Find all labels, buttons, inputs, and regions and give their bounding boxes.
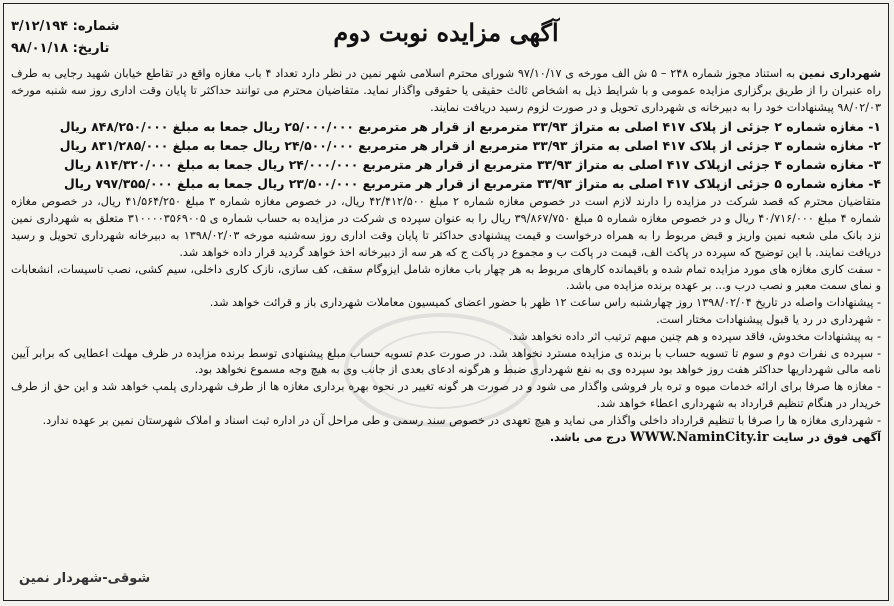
condition-item: - پیشنهادات واصله در تاریخ ۱۳۹۸/۰۲/۰۴ روز چهارشنبه راس ساعت ۱۲ ظهر با حضور اعضای کمیسیون معاملات شهرداری باز و قرائت خواهد شد. [209,296,881,310]
condition-item: - مغازه ها صرفا برای ارائه خدمات میوه و تره بار فروشی واگذار می شود و در صورت هر گونه تغییر در نحوه بهره برداری مغازه ها از طرف شهرداری پلمپ خواهد شد و این حق از طرف خریدار در هنگام تنظیم قرارداد به شهرداری اعطاء خواهد شد. [11,380,881,410]
notice-number [11,16,211,38]
intro-text: به استناد مجوز شماره ۲۴۸ – ۵ ش الف مورخه ی ۹۷/۱۰/۱۷ شورای محترم اسلامی شهر نمین در نظر دارد تعداد ۴ باب مغازه واقع در تقاطع خیابان شهید رجایی به طرف راه عنبران را از طریق برگزاری مزایده عمومی و با شرایط ذیل به اشخاص ثالث حقیقی یا حقوقی واگذار نماید. متقاضیان محترم می توانند حداکثر تا پایان وقت اداری روز سه شنبه مورخه ۹۸/۰۲/۰۳ پیشنهادات خود را به دبیرخانه ی شهرداری تحویل و در صورت لزوم رسید دریافت نمایند. [11,67,881,114]
condition-item: - سفت کاری مغازه های مورد مزایده تمام شده و باقیمانده کارهای مربوط به هر چهار باب مغازه شامل ایزوگام سقف، کف سازی، نازک کاری داخلی، سیم کشی، نصب تاسیسات، انشعابات و نمای سمت معبر و نصب درب و... بر عهده برنده مزایده می باشد. [11,262,881,293]
condition-item: - سپرده ی نفرات دوم و سوم تا تسویه حساب با برنده ی مزایده مسترد نخواهد شد. در صورت عدم تسویه حساب مبلغ پیشنهادی توسط برنده مزایده در ظرف مهلت اعطایی که برابر آیین نامه مالی شهرداریها حداکثر هفت روز خواهد بود سپرده وی به نفع شهرداری ضبط و هرگونه ادعای بعدی از جانب وی به هیچ وجه مسموع نخواهد بود. [11,346,881,377]
website-line [11,430,881,447]
intro-paragraph [11,66,881,116]
notice-date [11,38,211,60]
condition-item: - شهرداری در رد یا قبول پیشنهادات مختار است. [656,312,881,326]
deposit-paragraph: متقاضیان محترم که قصد شرکت در مزایده را دارند لازم است در خصوص مغازه شماره ۲ مبلغ ۴۲/۴۱۲/۵۰۰ ریال، در خصوص مغازه شماره ۳ مبلغ ۴۱/۵۶۴/۲۵۰ ریال، در خصوص مغازه شماره ۴ مبلغ ۴۰/۷۱۶/۰۰۰ ریال و در خصوص مغازه شماره ۵ مبلغ ۳۹/۸۶۷/۷۵۰ ریال را به عنوان سپرده ی شرکت در مزایده به حساب شماره ی ۳۱۰۰۰۰۳۵۶۹۰۰۵ متعلق به شهرداری نمین نزد بانک ملی شعبه نمین واریز و قبض مربوط را به همراه درخواست و قیمت پیشنهادی حداکثر تا پایان وقت اداری روز سه‌شنبه مورخه ۱۳۹۸/۰۲/۰۳ به دبیرخانه شهرداری تحویل و رسید دریافت نمایند. با این توضیح که سپرده در پاکت الف، قیمت در پاکت ب و مجموع در پاکت ج که هر سه از دبیرخانه اخذ خواهد گردید قرار داده خواهد شد. [11,195,882,259]
condition-item: - شهرداری مغازه ها را صرفا با تنظیم قرارداد داخلی واگذار می نماید و هیچ تعهدی در خصوص سند رسمی و طی مراحل آن در اداره ثبت اسناد و املاک شهرستان نمین بر عهده ندارد. [42,413,881,427]
notice-frame [3,3,889,601]
shop-item: ۴- مغازه شماره ۵ جزئی ازپلاک ۴۱۷ اصلی به متراژ ۳۳/۹۳ مترمربع از قرار هر مترمربع ۲۳/۵۰۰/۰۰۰ ریال جمعا به مبلغ ۷۹۷/۳۵۵/۰۰۰ ریال [64,176,881,192]
notice-title: آگهی مزایده نوبت دوم [333,18,559,47]
website-pre: آگهی فوق در سایت [772,430,881,444]
date-value: ۹۸/۰۱/۱۸ [11,41,69,56]
shop-item: ۲- مغازه شماره ۳ جزئی از پلاک ۴۱۷ اصلی به متراژ ۳۳/۹۳ مترمربع از قرار هر مترمربع ۲۴/۵۰۰/۰۰۰ ریال جمعا به مبلغ ۸۳۱/۲۸۵/۰۰۰ ریال [59,138,881,154]
notice-content [11,10,881,594]
shop-item: ۱- مغازه شماره ۲ جزئی از پلاک ۴۱۷ اصلی به متراژ ۳۳/۹۳ مترمربع از قرار هر مترمربع ۲۵/۰۰۰/۰۰۰ ریال جمعا به مبلغ ۸۴۸/۲۵۰/۰۰۰ ریال [59,119,881,135]
website-post: درج می باشد. [549,430,627,444]
shop-list [11,117,881,193]
number-value: ۳/۱۲/۱۹۴ [11,19,69,34]
notice-meta [11,16,211,60]
condition-item: - به پیشنهادات مخدوش، فاقد سپرده و هم چنین مبهم ترتیب اثر داده نخواهد شد. [508,329,881,343]
notice-body [11,66,881,446]
shop-item: ۳- مغازه شماره ۴ جزئی ازپلاک ۴۱۷ اصلی به متراژ ۳۳/۹۳ مترمربع از قرار هر مترمربع ۲۴/۰۰۰/۰۰۰ ریال جمعا به مبلغ ۸۱۴/۳۲۰/۰۰۰ ریال [64,157,881,173]
number-label: شماره: [72,19,120,34]
date-label: تاریخ: [72,41,110,56]
signature: شوقی-شهردار نمین [19,571,151,586]
website-link[interactable]: WWW.NaminCity.ir [630,429,769,445]
intro-lead: شهرداری نمین [798,67,882,80]
